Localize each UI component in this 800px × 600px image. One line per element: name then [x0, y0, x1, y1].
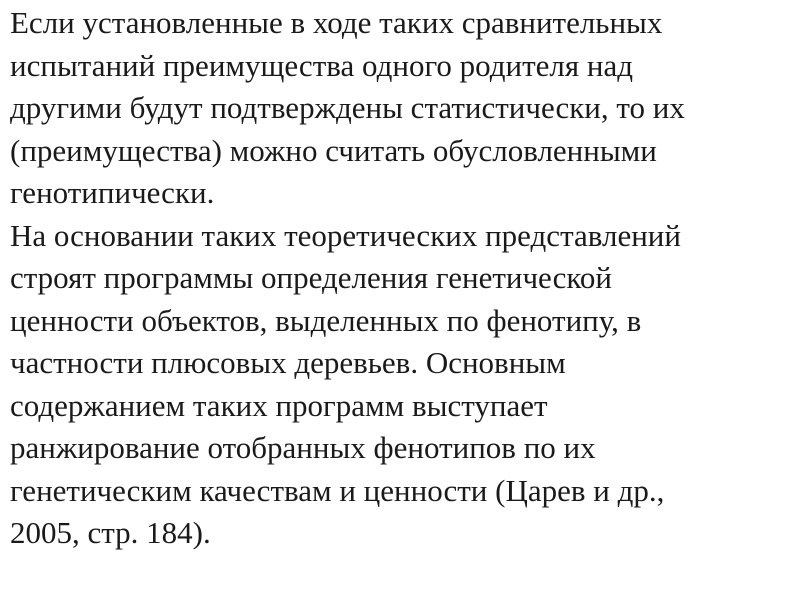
text-line: ранжирование отобранных фенотипов по их: [10, 430, 596, 465]
text-line: генотипически.: [10, 175, 215, 210]
text-line: другими будут подтверждены статистически, то их: [10, 90, 685, 125]
text-line: (преимущества) можно считать обусловленными: [10, 132, 657, 168]
text-line: 2005, стр. 184).: [10, 515, 211, 550]
text-line: генетическим качествам и ценности (Царев и др.,: [10, 472, 665, 508]
text-line: строят программы определения генетической: [10, 260, 612, 295]
text-line: содержанием таких программ выступает: [10, 387, 548, 423]
text-line: Если установленные в ходе таких сравнительных: [10, 5, 663, 40]
paragraph-2: [10, 215, 792, 555]
text-line: На основании таких теоретических представлений: [10, 217, 681, 253]
text-line: ценности объектов, выделенных по фенотипу, в: [10, 302, 642, 338]
text-line: частности плюсовых деревьев. Основным: [10, 345, 566, 380]
paragraph-1: [10, 2, 792, 215]
text-line: испытаний преимущества одного родителя над: [10, 47, 634, 83]
